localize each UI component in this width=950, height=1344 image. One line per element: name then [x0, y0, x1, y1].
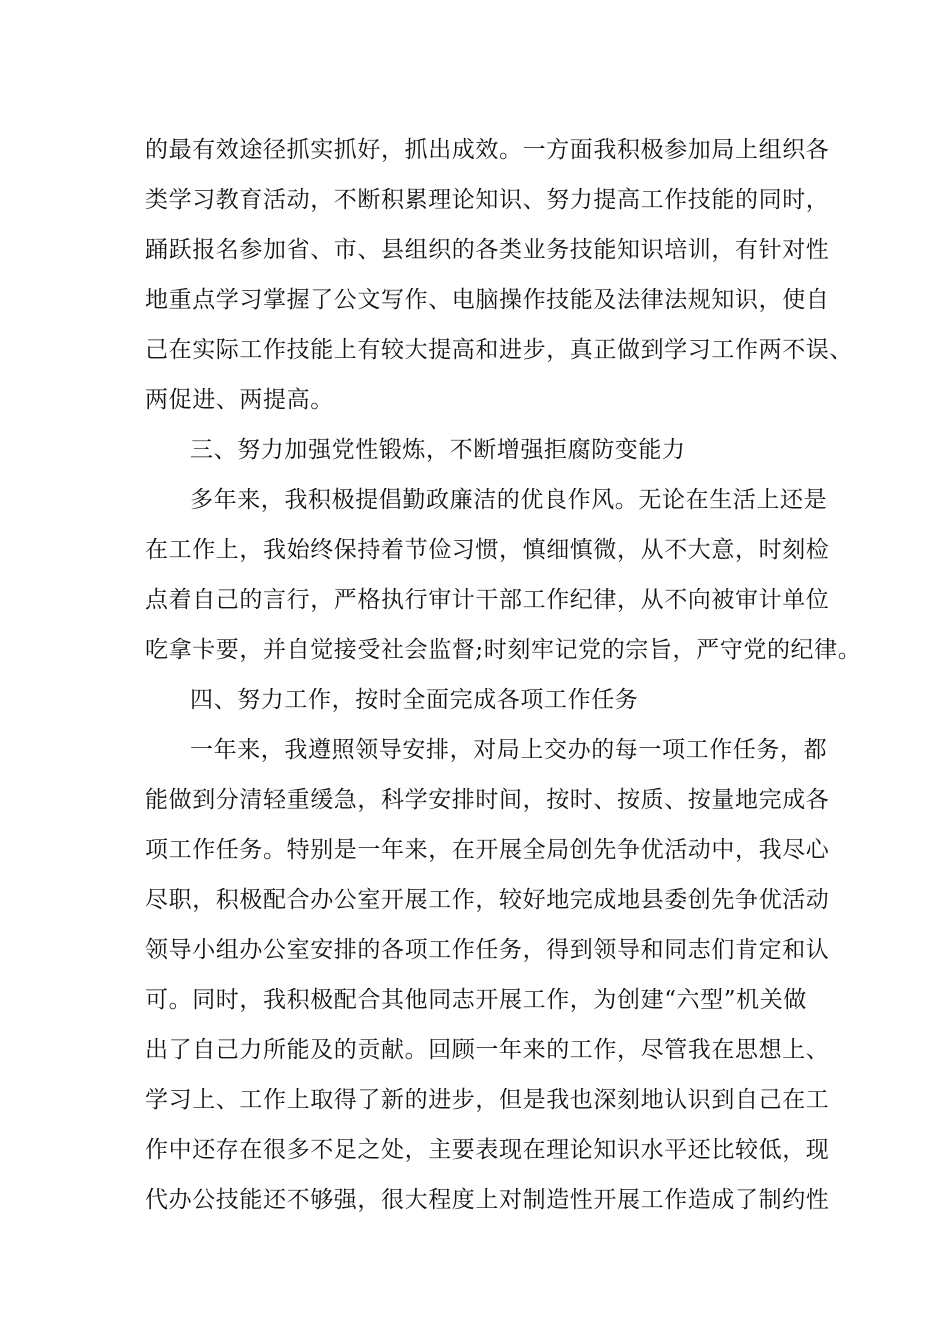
text-line: 己在实际工作技能上有较大提高和进步，真正做到学习工作两不误、 [145, 337, 853, 363]
text-line: 一年来，我遵照领导安排，对局上交办的每一项工作任务，都 [190, 737, 828, 763]
section-heading: 四、努力工作，按时全面完成各项工作任务 [190, 687, 639, 713]
text-line: 作中还存在很多不足之处，主要表现在理论知识水平还比较低，现 [145, 1137, 830, 1163]
text-line: 踊跃报名参加省、市、县组织的各类业务技能知识培训，有针对性 [145, 237, 830, 263]
text-line: 两促进、两提高。 [145, 387, 334, 413]
text-line: 多年来，我积极提倡勤政廉洁的优良作风。无论在生活上还是 [190, 487, 828, 513]
text-line: 项工作任务。特别是一年来，在开展全局创先争优活动中，我尽心 [145, 837, 830, 863]
text-line: 领导小组办公室安排的各项工作任务，得到领导和同志们肯定和认 [145, 937, 830, 963]
text-line: 学习上、工作上取得了新的进步，但是我也深刻地认识到自己在工 [145, 1087, 830, 1113]
text-line: 在工作上，我始终保持着节俭习惯，慎细慎微，从不大意，时刻检 [145, 537, 830, 563]
text-line: 地重点学习掌握了公文写作、电脑操作技能及法律法规知识，使自 [145, 287, 830, 313]
text-line: 能做到分清轻重缓急，科学安排时间，按时、按质、按量地完成各 [145, 787, 830, 813]
text-line: 出了自己力所能及的贡献。回顾一年来的工作，尽管我在思想上、 [145, 1037, 830, 1063]
text-line: 点着自己的言行，严格执行审计干部工作纪律，从不向被审计单位 [145, 587, 830, 613]
text-line: 可。同时，我积极配合其他同志开展工作，为创建“六型”机关做 [145, 987, 807, 1013]
text-line: 的最有效途径抓实抓好，抓出成效。一方面我积极参加局上组织各 [145, 137, 830, 163]
text-line: 代办公技能还不够强，很大程度上对制造性开展工作造成了制约性 [145, 1187, 830, 1213]
text-line: 尽职，积极配合办公室开展工作，较好地完成地县委创先争优活动 [145, 887, 830, 913]
text-line: 类学习教育活动，不断积累理论知识、努力提高工作技能的同时， [145, 187, 830, 213]
text-line: 吃拿卡要，并自觉接受社会监督;时刻牢记党的宗旨，严守党的纪律。 [145, 637, 862, 663]
section-heading: 三、努力加强党性锻炼，不断增强拒腐防变能力 [190, 437, 686, 463]
